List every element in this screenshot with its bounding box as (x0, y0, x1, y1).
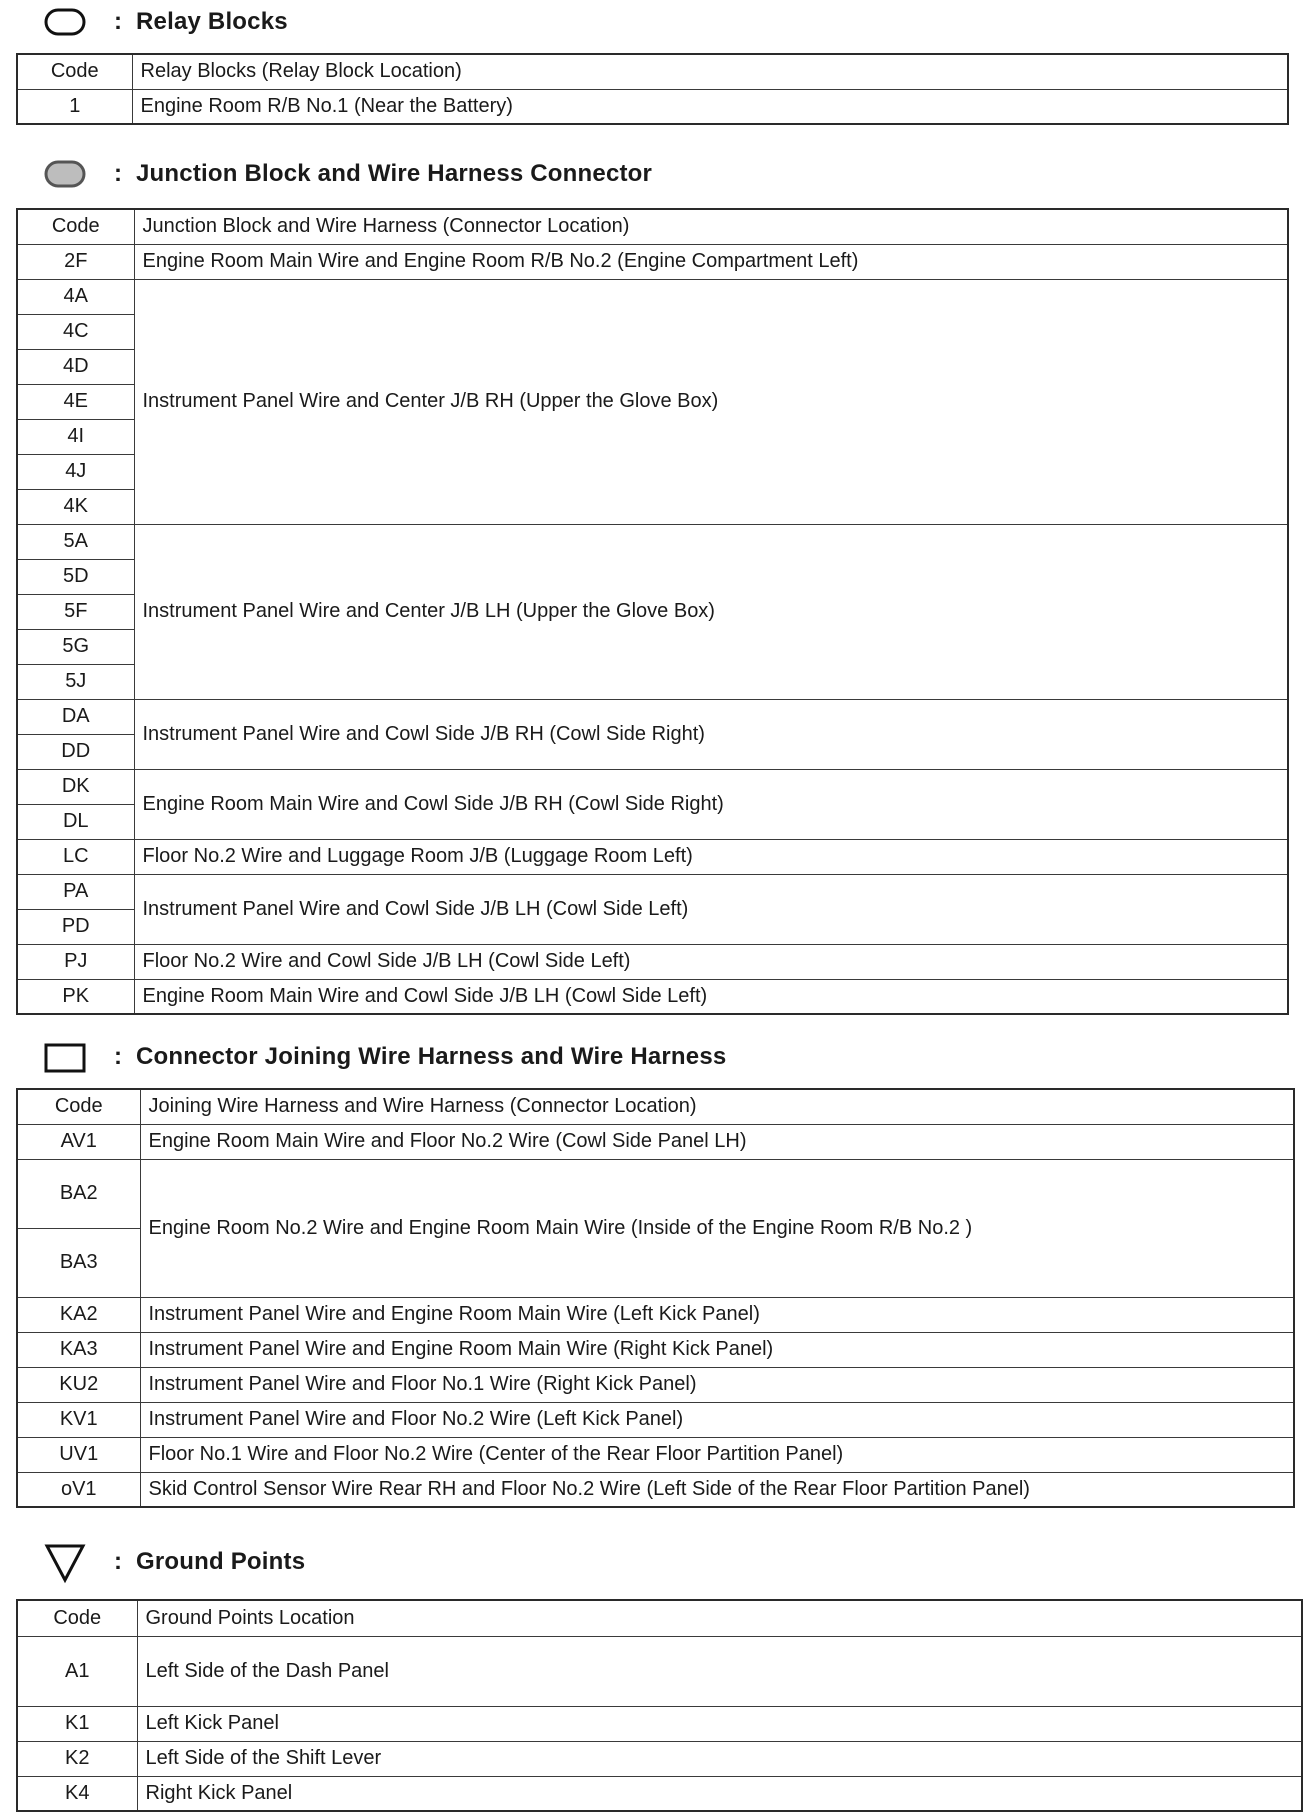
location-cell: Engine Room Main Wire and Cowl Side J/B RH (Cowl Side Right) (134, 769, 1288, 839)
code-cell: PD (17, 909, 134, 944)
code-column-header: Code (17, 1089, 140, 1124)
table-row (17, 1706, 1302, 1741)
location-cell: Left Side of the Shift Lever (137, 1741, 1302, 1776)
junction-block-heading: : Junction Block and Wire Harness Connector (38, 152, 652, 196)
code-cell: A1 (17, 1636, 137, 1706)
table-row (17, 1367, 1294, 1402)
code-cell: KU2 (17, 1367, 140, 1402)
relay-block-symbol-icon (38, 0, 92, 44)
code-cell: 5A (17, 524, 134, 559)
junction-block-title: Junction Block and Wire Harness Connector (136, 160, 653, 187)
table-row (17, 279, 1288, 314)
code-cell: DL (17, 804, 134, 839)
table-row (17, 1636, 1302, 1706)
code-cell: DK (17, 769, 134, 804)
location-cell: Instrument Panel Wire and Cowl Side J/B RH (Cowl Side Right) (134, 699, 1288, 769)
location-cell: Instrument Panel Wire and Floor No.2 Wire (Left Kick Panel) (140, 1402, 1294, 1437)
table-row (17, 769, 1288, 804)
code-cell: oV1 (17, 1472, 140, 1507)
location-cell: Skid Control Sensor Wire Rear RH and Floor No.2 Wire (Left Side of the Rear Floor Partition Panel) (140, 1472, 1294, 1507)
table-row (17, 1437, 1294, 1472)
location-cell: Floor No.2 Wire and Luggage Room J/B (Luggage Room Left) (134, 839, 1288, 874)
location-cell: Engine Room Main Wire and Cowl Side J/B LH (Cowl Side Left) (134, 979, 1288, 1014)
table-row (17, 874, 1288, 909)
table-row (17, 524, 1288, 559)
table-row (17, 979, 1288, 1014)
ground-points-heading: : Ground Points (38, 1540, 305, 1584)
connector-title: Connector Joining Wire Harness and Wire Harness (136, 1043, 727, 1070)
table-row (17, 1402, 1294, 1437)
connector-table (16, 1088, 1295, 1508)
connector-symbol-icon (38, 1035, 92, 1079)
code-cell: LC (17, 839, 134, 874)
table-row (17, 944, 1288, 979)
code-cell: 5D (17, 559, 134, 594)
code-column-header: Code (17, 54, 132, 89)
code-cell: DD (17, 734, 134, 769)
code-cell: 4D (17, 349, 134, 384)
table-header-row (17, 1089, 1294, 1124)
relay-blocks-title: Relay Blocks (136, 8, 288, 35)
location-cell: Floor No.2 Wire and Cowl Side J/B LH (Cowl Side Left) (134, 944, 1288, 979)
code-cell: 2F (17, 244, 134, 279)
code-cell: KV1 (17, 1402, 140, 1437)
code-cell: 4J (17, 454, 134, 489)
location-cell: Instrument Panel Wire and Engine Room Main Wire (Left Kick Panel) (140, 1297, 1294, 1332)
junction-block-table (16, 208, 1289, 1015)
table-row (17, 1297, 1294, 1332)
location-column-header: Ground Points Location (137, 1600, 1302, 1636)
junction-block-symbol-icon (38, 152, 92, 196)
table-row (17, 89, 1288, 124)
code-cell: PJ (17, 944, 134, 979)
table-row (17, 699, 1288, 734)
table-row (17, 1472, 1294, 1507)
table-row (17, 244, 1288, 279)
code-cell: K2 (17, 1741, 137, 1776)
code-cell: 4K (17, 489, 134, 524)
location-cell: Engine Room Main Wire and Engine Room R/B No.2 (Engine Compartment Left) (134, 244, 1288, 279)
relay-blocks-heading: : Relay Blocks (38, 0, 288, 44)
code-cell: 5F (17, 594, 134, 629)
code-cell: KA2 (17, 1297, 140, 1332)
location-cell: Engine Room Main Wire and Floor No.2 Wire (Cowl Side Panel LH) (140, 1124, 1294, 1159)
ground-points-title: Ground Points (136, 1548, 306, 1575)
code-cell: 4C (17, 314, 134, 349)
table-header-row (17, 54, 1288, 89)
table-row (17, 1332, 1294, 1367)
location-cell: Engine Room No.2 Wire and Engine Room Main Wire (Inside of the Engine Room R/B No.2 ) (140, 1159, 1294, 1297)
table-header-row (17, 209, 1288, 244)
table-row (17, 1159, 1294, 1228)
table-header-row (17, 1600, 1302, 1636)
table-row (17, 1124, 1294, 1159)
code-cell: 5G (17, 629, 134, 664)
code-cell: 4A (17, 279, 134, 314)
code-cell: 1 (17, 89, 132, 124)
location-cell: Right Kick Panel (137, 1776, 1302, 1811)
code-cell: AV1 (17, 1124, 140, 1159)
location-cell: Floor No.1 Wire and Floor No.2 Wire (Center of the Rear Floor Partition Panel) (140, 1437, 1294, 1472)
location-column-header: Relay Blocks (Relay Block Location) (132, 54, 1288, 89)
code-cell: PA (17, 874, 134, 909)
location-cell: Engine Room R/B No.1 (Near the Battery) (132, 89, 1288, 124)
relay-blocks-table (16, 53, 1289, 125)
table-row (17, 839, 1288, 874)
code-cell: 4E (17, 384, 134, 419)
code-cell: 5J (17, 664, 134, 699)
code-cell: K4 (17, 1776, 137, 1811)
location-cell: Instrument Panel Wire and Center J/B RH (Upper the Glove Box) (134, 279, 1288, 524)
code-column-header: Code (17, 1600, 137, 1636)
ground-points-table (16, 1599, 1303, 1812)
ground-point-symbol-icon (38, 1540, 92, 1584)
location-cell: Left Kick Panel (137, 1706, 1302, 1741)
code-cell: UV1 (17, 1437, 140, 1472)
location-column-header: Joining Wire Harness and Wire Harness (Connector Location) (140, 1089, 1294, 1124)
location-cell: Instrument Panel Wire and Engine Room Main Wire (Right Kick Panel) (140, 1332, 1294, 1367)
table-row (17, 1741, 1302, 1776)
connector-heading: : Connector Joining Wire Harness and Wire Harness (38, 1035, 726, 1079)
code-cell: BA3 (17, 1228, 140, 1297)
code-cell: BA2 (17, 1159, 140, 1228)
location-cell: Instrument Panel Wire and Center J/B LH (Upper the Glove Box) (134, 524, 1288, 699)
code-cell: K1 (17, 1706, 137, 1741)
code-cell: DA (17, 699, 134, 734)
code-cell: KA3 (17, 1332, 140, 1367)
location-cell: Instrument Panel Wire and Floor No.1 Wire (Right Kick Panel) (140, 1367, 1294, 1402)
location-cell: Instrument Panel Wire and Cowl Side J/B LH (Cowl Side Left) (134, 874, 1288, 944)
code-cell: PK (17, 979, 134, 1014)
code-cell: 4I (17, 419, 134, 454)
location-column-header: Junction Block and Wire Harness (Connector Location) (134, 209, 1288, 244)
location-cell: Left Side of the Dash Panel (137, 1636, 1302, 1706)
code-column-header: Code (17, 209, 134, 244)
